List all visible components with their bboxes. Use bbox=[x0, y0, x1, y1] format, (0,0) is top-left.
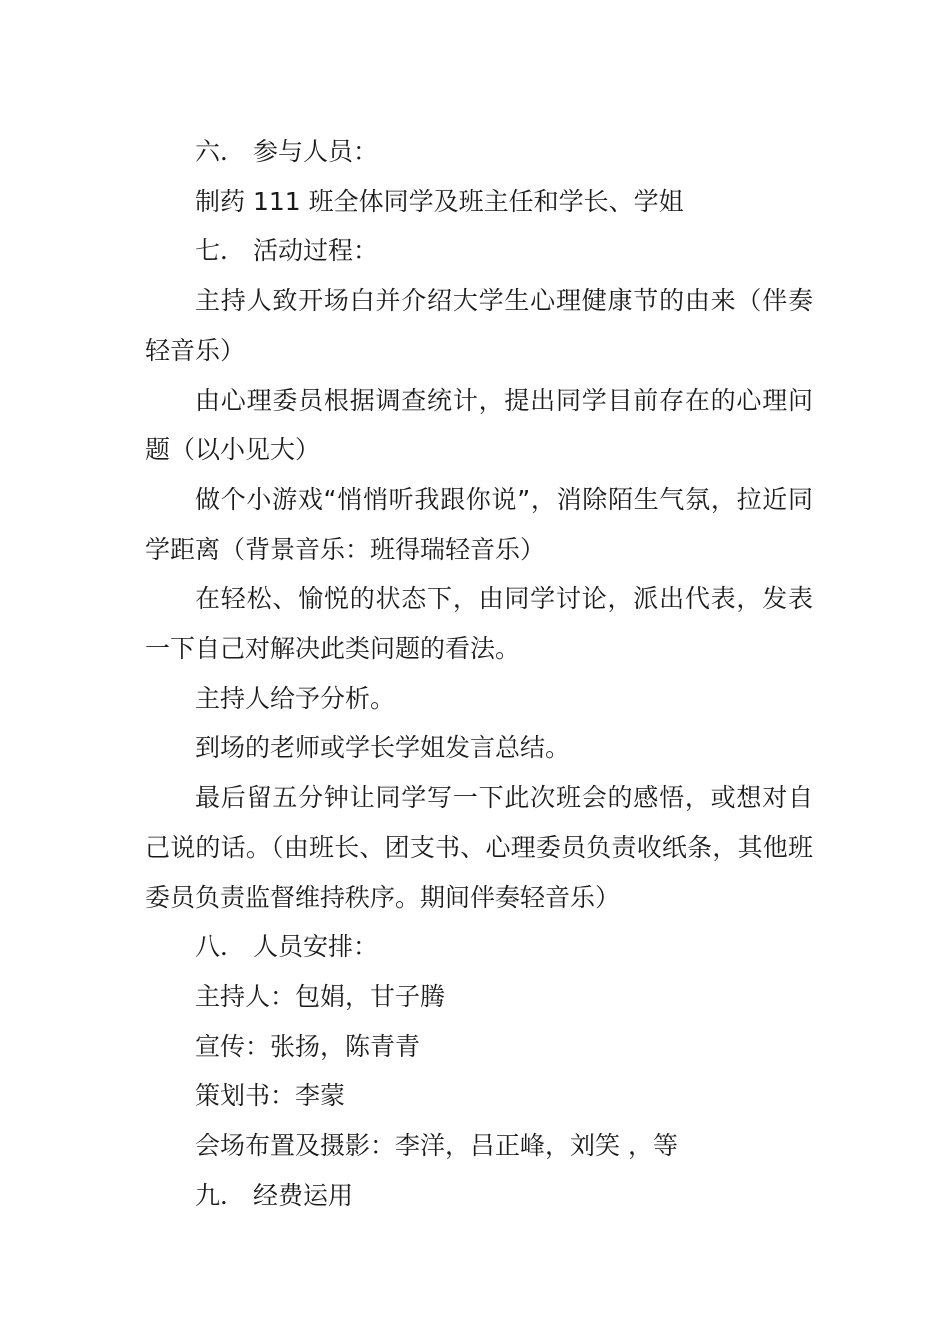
staff-planning: 策划书：李蒙 bbox=[195, 1081, 346, 1111]
staff-host: 主持人：包娟，甘子腾 bbox=[195, 981, 446, 1011]
process-step-game: 做个小游戏“悄悄听我跟你说”，消除陌生气氛，拉近同学距离（背景音乐：班得瑞轻音乐） bbox=[145, 484, 813, 564]
process-step-reflection: 最后留五分钟让同学写一下此次班会的感悟，或想对自己说的话。（由班长、团支书、心理委员负责收纸条，其他班委员负责监督维持秩序。期间伴奏轻音乐） bbox=[145, 783, 813, 912]
section-heading-budget: 九． 经费运用 bbox=[195, 1180, 353, 1210]
section-heading-staffing: 八． 人员安排： bbox=[195, 932, 378, 962]
section-heading-process: 七． 活动过程： bbox=[195, 236, 378, 266]
participants-text: 制药 111 班全体同学及班主任和学长、学姐 bbox=[195, 186, 684, 216]
process-step-opening: 主持人致开场白并介绍大学生心理健康节的由来（伴奏轻音乐） bbox=[145, 286, 813, 365]
section-heading-participants: 六． 参与人员： bbox=[195, 137, 378, 166]
process-step-analysis: 主持人给予分析。 bbox=[195, 683, 396, 713]
process-step-survey: 由心理委员根据调查统计，提出同学目前存在的心理问题（以小见大） bbox=[145, 385, 813, 465]
process-step-discussion: 在轻松、愉悦的状态下，由同学讨论，派出代表，发表一下自己对解决此类问题的看法。 bbox=[145, 584, 813, 664]
process-step-summary: 到场的老师或学长学姐发言总结。 bbox=[195, 733, 571, 763]
staff-venue-photography: 会场布置及摄影：李洋，吕正峰，刘笑 ，等 bbox=[195, 1131, 678, 1161]
document-body bbox=[145, 127, 813, 1220]
staff-publicity: 宣传：张扬，陈青青 bbox=[195, 1031, 421, 1061]
